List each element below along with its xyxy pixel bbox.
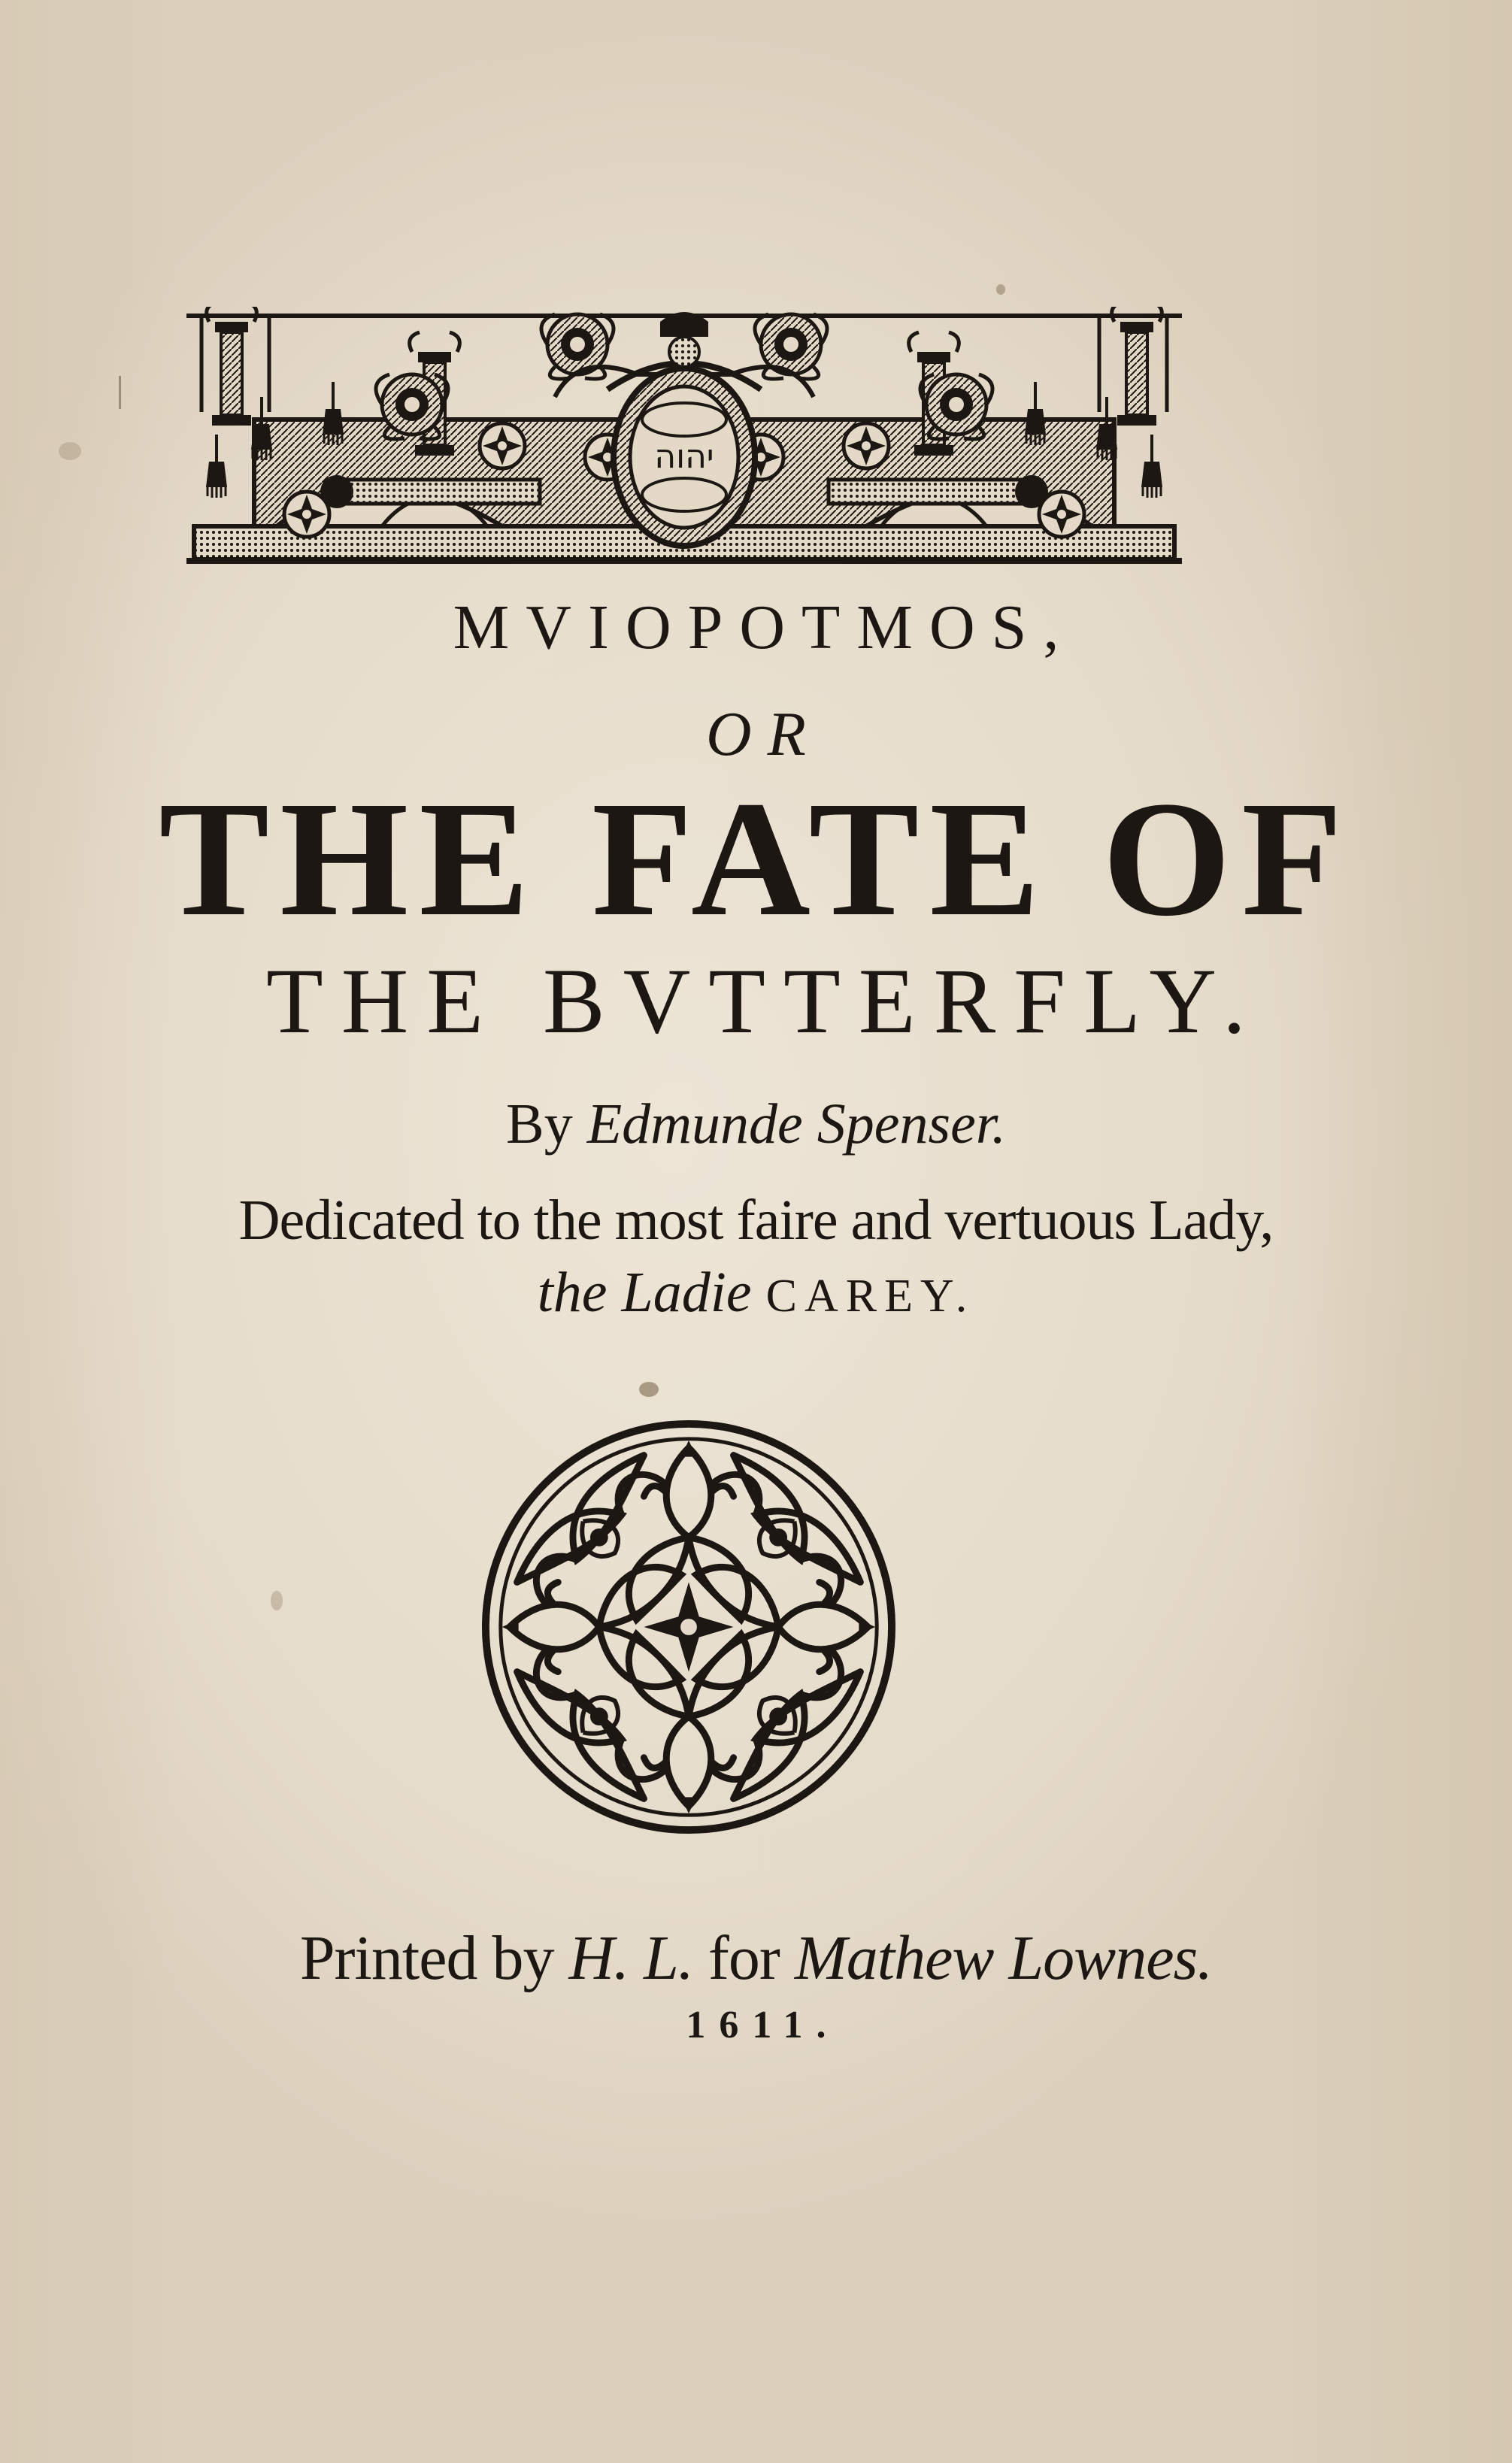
margin-mark (119, 376, 121, 409)
by-label: By (506, 1092, 573, 1156)
foxing-spot (271, 1591, 283, 1610)
ornamental-headpiece-icon (186, 307, 1182, 565)
author-name: Edmunde Spenser. (586, 1092, 1006, 1156)
imprint-year: 1611. (686, 2004, 840, 2046)
ink-spot (996, 284, 1005, 295)
ink-spot (639, 1382, 659, 1397)
dedicatee-line (0, 1260, 1512, 1325)
arabesque-roundel-icon (480, 1418, 898, 1836)
dedication-line: Dedicated to the most faire and vertuous Lady, (238, 1189, 1274, 1252)
imprint-line (0, 1922, 1512, 1995)
author-line (0, 1092, 1512, 1157)
lady-prefix: the Ladie (537, 1261, 752, 1324)
printed-by-label: Printed by (299, 1923, 554, 1993)
for-label: for (708, 1923, 780, 1993)
printer-name: H. L. (568, 1923, 693, 1993)
publisher-name: Mathew Lownes. (794, 1923, 1213, 1993)
lady-name: CAREY. (765, 1271, 975, 1322)
main-title: THE FATE OF (159, 767, 1353, 950)
greek-title: MVIOPOTMOS, (453, 592, 1076, 662)
subtitle: THE BVTTERFLY. (265, 950, 1265, 1053)
or-conjunction: O R (706, 699, 806, 769)
foxing-spot (59, 442, 81, 460)
headpiece-emblem: יהוה (654, 438, 714, 476)
